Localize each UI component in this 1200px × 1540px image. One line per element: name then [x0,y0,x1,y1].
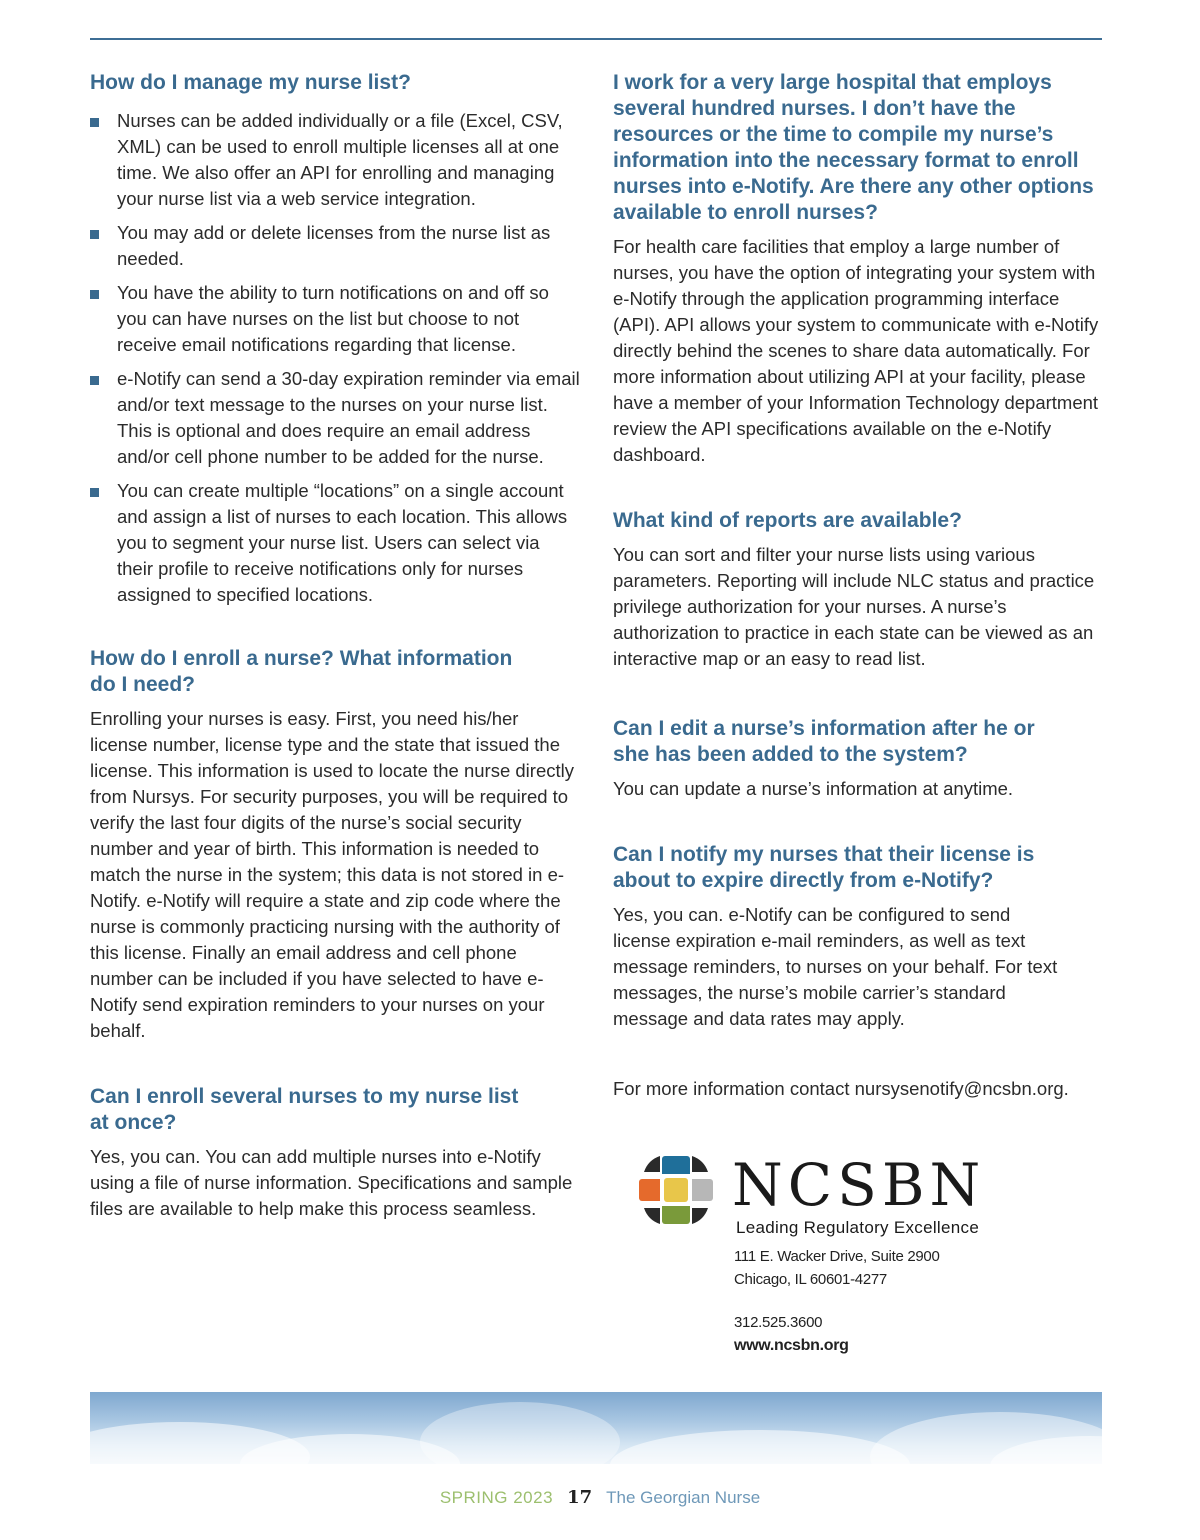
body-large-hospital: For health care facilities that employ a large number of nurses, you have the option of integrating your system with e-Notify through the application programming interface (API). API allows your system to communicate with e-Notify directly behind the scenes to share data automatically. For more information about utilizing API at your facility, please have a member of your Information Technology department review the API specifications available on the e-Notify dashboard. [613,236,1099,465]
section-enroll-nurse [90,646,580,1044]
address-line-2: Chicago, IL 60601-4277 [734,1271,887,1288]
heading-enroll-nurse: How do I enroll a nurse? What information do I need? [90,647,513,696]
list-item: You have the ability to turn notifications on and off so you can have nurses on the list but choose to not receive email notifications regarding that license. [90,280,580,358]
bullet-icon [90,376,99,385]
logo-corner-tr [692,1156,708,1172]
logo-corner-br [692,1208,708,1224]
page-footer [0,1487,1200,1508]
footer-season: SPRING 2023 [439,1488,554,1507]
address-line-1: 111 E. Wacker Drive, Suite 2900 [734,1248,940,1265]
bullet-list [90,108,580,608]
heading-manage-list: How do I manage my nurse list? [90,71,411,94]
body-notify: Yes, you can. e-Notify can be configured to send license expiration e-mail reminders, as well as text message reminders, to nurses on your behalf. For text messages, the nurse’s mobile carrier’s standard message and data rates may apply. [613,904,1058,1029]
left-column [90,70,580,1254]
section-large-hospital [613,70,1105,468]
logo-square-center [664,1178,688,1202]
list-item: Nurses can be added individually or a file (Excel, CSV, XML) can be used to enroll multiple licenses all at one time. We also offer an API for enrolling and managing your nurse list via a web service integration. [90,108,580,212]
logo-corner-bl [644,1208,660,1224]
list-item: e-Notify can send a 30-day expiration reminder via email and/or text message to the nurses on your nurse list. This is optional and does require an email address and/or cell phone number to be added for the nurse. [90,366,580,470]
logo-square-left [639,1179,660,1201]
logo-square-bottom [662,1206,690,1224]
footer-magazine-title: The Georgian Nurse [606,1488,761,1507]
phone-number: 312.525.3600 [734,1314,823,1331]
contact-line: For more information contact nursysenotify@ncsbn.org. [613,1078,1069,1099]
section-reports [613,508,1105,672]
heading-enroll-several: Can I enroll several nurses to my nurse list at once? [90,1085,519,1134]
logo-wordmark: NCSBN [732,1151,986,1219]
bullet-icon [90,230,99,239]
bullet-icon [90,290,99,299]
heading-reports: What kind of reports are available? [613,509,962,532]
logo-square-top [662,1156,690,1174]
bullet-icon [90,488,99,497]
right-column [613,70,1105,1102]
website-link[interactable]: www.ncsbn.org [734,1337,849,1354]
body-edit-info: You can update a nurse’s information at anytime. [613,778,1014,799]
logo-corner-tl [644,1156,660,1172]
section-enroll-several [90,1084,580,1222]
heading-large-hospital: I work for a very large hospital that employs several hundred nurses. I don’t have the resources or the time to compile my nurse’s information into the necessary format to enroll nurses into e-Notify. Are there any other options available to enroll nurses? [613,71,1094,224]
page-number: 17 [567,1487,593,1508]
list-item: You can create multiple “locations” on a single account and assign a list of nurses to each location. This allows you to segment your nurse list. Users can select via their profile to receive notifications only for nurses assigned to specified locations. [90,478,580,608]
logo-square-right [692,1179,713,1201]
section-edit-info [613,716,1105,802]
section-notify [613,842,1105,1032]
sky-banner-image [90,1392,1102,1464]
top-rule [90,38,1102,40]
logo-tagline: Leading Regulatory Excellence [736,1218,980,1237]
body-reports: You can sort and filter your nurse lists using various parameters. Reporting will include NLC status and practice privilege authorization for your nurses. A nurse’s authorization to practice in each state can be viewed as an interactive map or an easy to read list. [613,544,1095,669]
body-enroll-several: Yes, you can. You can add multiple nurses into e-Notify using a file of nurse information. Specifications and sample files are available to help make this process seamless. [90,1146,573,1219]
heading-edit-info: Can I edit a nurse’s information after he or she has been added to the system? [613,717,1035,766]
list-item: You may add or delete licenses from the nurse list as needed. [90,220,580,272]
heading-notify: Can I notify my nurses that their license is about to expire directly from e-Notify? [613,843,1035,892]
ncsbn-logo-block [636,1148,1016,1368]
ncsbn-logo-icon [636,1152,716,1228]
section-manage-list [90,70,580,608]
body-enroll-nurse: Enrolling your nurses is easy. First, you need his/her license number, license type and the state that issued the license. This information is used to locate the nurse directly from Nursys. For security purposes, you will be required to verify the last four digits of the nurse’s social security number and year of birth. This information is needed to match the nurse in the system; this data is not stored in e-Notify. e-Notify will require a state and zip code where the nurse is commonly practicing nursing with the authority of this license. Finally an email address and cell phone number can be included if you have selected to have e-Notify send expiration reminders to your nurses on your behalf. [90,708,574,1041]
bullet-icon [90,118,99,127]
